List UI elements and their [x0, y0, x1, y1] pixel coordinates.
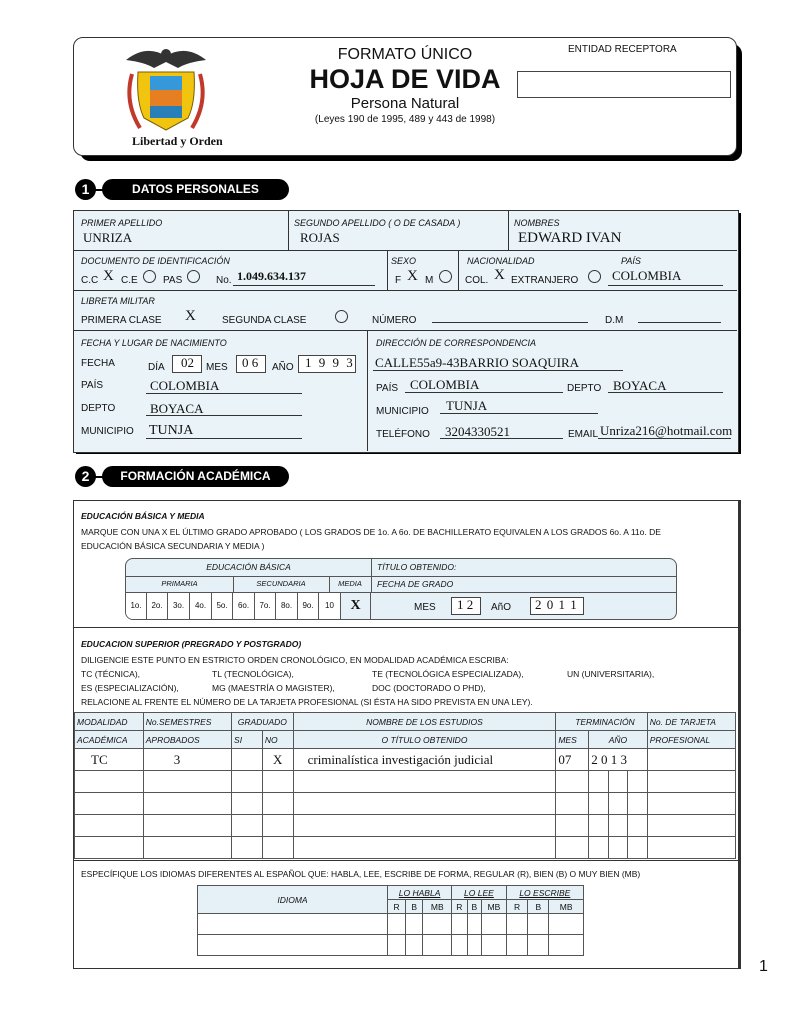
grade-cell-2[interactable]: 2o.	[147, 593, 168, 619]
habla-b: B	[406, 900, 423, 914]
primera-clase-label: PRIMERA CLASE	[81, 315, 162, 326]
dia-label: DÍA	[148, 362, 165, 373]
h-mes: MES	[556, 731, 589, 749]
superior-tl: TL (TECNOLÓGICA),	[212, 669, 294, 679]
h-modalidad: MODALIDAD	[75, 713, 144, 731]
superior-mg: MG (MAESTRÍA O MAGISTER),	[212, 683, 335, 693]
primaria-label: PRIMARIA	[126, 576, 234, 593]
basica-instructions: MARQUE CON UNA X EL ÚLTIMO GRADO APROBADO ( LOS GRADOS DE 1o. A 6o. DE BACHILLERATO EQUIVALEN A LOS GRADOS 6o. A 11o. DE EDUCACIÓN BÁSICA SECUNDARIA Y MEDIA )	[81, 527, 661, 551]
municipio-corr-value[interactable]: TUNJA	[446, 398, 488, 413]
telefono-value[interactable]: 3204330521	[445, 424, 510, 439]
basica-title: EDUCACIÓN BÁSICA Y MEDIA	[81, 511, 205, 521]
h-graduado: GRADUADO	[232, 713, 294, 731]
cc-label: C.C	[81, 275, 99, 286]
page-number: 1	[759, 958, 768, 975]
section-2-title: FORMACIÓN ACADÉMICA	[102, 466, 289, 487]
row1-nombre[interactable]: criminalística investigación judicial	[293, 749, 556, 771]
doc-number[interactable]: 1.049.634.137	[237, 269, 306, 283]
section-2-badge	[75, 466, 289, 487]
value-segundo-apellido[interactable]: ROJAS	[300, 230, 340, 245]
numero-label: NÚMERO	[372, 315, 417, 326]
dia-field[interactable]: 02	[172, 355, 202, 373]
lee-header: LO LEE	[452, 886, 507, 900]
grade-cell-6[interactable]: 6o.	[233, 593, 255, 619]
cc-mark[interactable]: X	[103, 268, 114, 284]
label-documento: DOCUMENTO DE IDENTIFICACIÓN	[81, 256, 230, 266]
educ-basica-label: EDUCACIÓN BÁSICA	[126, 559, 372, 577]
label-sexo: SEXO	[391, 256, 417, 266]
h-anio: AÑO	[589, 731, 648, 749]
superior-title: EDUCACION SUPERIOR (PREGRADO Y POSTGRADO)	[81, 639, 302, 649]
label-nombres: NOMBRES	[514, 218, 560, 228]
label-primer-apellido: PRIMER APELLIDO	[81, 218, 163, 228]
segunda-clase-radio[interactable]	[335, 310, 348, 323]
pas-radio[interactable]	[187, 270, 200, 283]
logo-motto: Libertad y Orden	[132, 134, 223, 148]
value-nombres[interactable]: EDWARD IVAN	[518, 230, 622, 246]
table-row	[75, 815, 736, 837]
col-mark[interactable]: X	[494, 267, 505, 283]
row1-mes[interactable]: 07	[556, 749, 589, 771]
lee-b: B	[467, 900, 482, 914]
entidad-field[interactable]	[517, 71, 731, 98]
label-segundo-apellido: SEGUNDO APELLIDO ( O DE CASADA )	[294, 218, 461, 228]
escribe-header: LO ESCRIBE	[506, 886, 583, 900]
depto-nac-value[interactable]: BOYACA	[150, 401, 204, 416]
grade-cell-7[interactable]: 7o.	[255, 593, 276, 619]
coat-of-arms-logo	[118, 42, 223, 152]
superior-es: ES (ESPECIALIZACIÓN),	[81, 683, 179, 693]
h-nosemestres: No.SEMESTRES	[143, 713, 231, 731]
anio-label: AÑO	[272, 362, 294, 373]
section-2-number: 2	[75, 466, 96, 487]
idiomas-instructions: ESPECÍFIQUE LOS IDIOMAS DIFERENTES AL ESPAÑOL QUE: HABLA, LEE, ESCRIBE DE FORMA, REGULAR (R), BIEN (B) O MUY BIEN (MB)	[81, 869, 641, 879]
row1-modalidad[interactable]: TC	[75, 749, 144, 771]
grade-cell-5[interactable]: 5o.	[212, 593, 233, 619]
label-direccion: DIRECCIÓN DE CORRESPONDENCIA	[376, 338, 537, 348]
direccion-value[interactable]: CALLE55a9-43BARRIO SOAQUIRA	[375, 355, 580, 370]
lee-mb: MB	[482, 900, 506, 914]
pais-nac-label: PAÍS	[81, 380, 104, 391]
superior-te: TE (TECNOLÓGICA ESPECIALIZADA),	[372, 669, 524, 679]
segunda-clase-label: SEGUNDA CLASE	[222, 315, 307, 326]
label-nacionalidad: NACIONALIDAD	[467, 256, 535, 266]
mes-field[interactable]: 0 6	[236, 355, 266, 373]
habla-mb: MB	[423, 900, 452, 914]
email-label: EMAIL	[568, 429, 599, 440]
escribe-r: R	[506, 900, 528, 914]
row1-tarjeta[interactable]	[647, 749, 735, 771]
h-si: SI	[232, 731, 263, 749]
table-row	[198, 914, 584, 935]
grade-cell-1[interactable]: 1o.	[126, 593, 147, 619]
m-radio[interactable]	[439, 270, 452, 283]
dm-label: D.M	[605, 315, 624, 326]
titulo-obtenido-label: TÍTULO OBTENIDO:	[377, 562, 457, 572]
superior-tc: TC (TÉCNICA),	[81, 669, 141, 679]
escribe-mb: MB	[549, 900, 584, 914]
depto-corr-value[interactable]: BOYACA	[613, 378, 667, 393]
grade-cell-10[interactable]: 10	[319, 593, 341, 619]
grade-cell-11[interactable]: X	[341, 593, 371, 619]
form-type: FORMATO ÚNICO	[337, 46, 473, 63]
h-terminacion: TERMINACIÓN	[556, 713, 647, 731]
section-1-number: 1	[75, 179, 96, 200]
mes-grado-field[interactable]: 1 2	[451, 597, 481, 615]
table-row	[75, 749, 736, 771]
h-tarjeta: No. DE TARJETA	[647, 713, 735, 731]
h-titulo: O TÍTULO OBTENIDO	[293, 731, 556, 749]
primera-clase-mark[interactable]: X	[185, 308, 196, 324]
label-libreta: LIBRETA MILITAR	[81, 296, 155, 306]
superior-doc: DOC (DOCTORADO O PHD),	[372, 683, 486, 693]
row1-si[interactable]	[232, 749, 263, 771]
telefono-label: TELÉFONO	[376, 429, 430, 440]
pas-label: PAS	[163, 275, 183, 286]
email-value[interactable]: Unriza216@hotmail.com	[600, 423, 733, 438]
row1-no[interactable]: X	[262, 749, 293, 771]
table-row	[198, 935, 584, 956]
grade-cell-8[interactable]: 8o.	[276, 593, 298, 619]
basica-grid	[125, 558, 677, 620]
extranjero-label: EXTRANJERO	[511, 275, 579, 286]
depto-nac-label: DEPTO	[81, 403, 116, 414]
municipio-nac-label: MUNICIPIO	[81, 426, 134, 437]
value-primer-apellido[interactable]: UNRIZA	[83, 230, 133, 245]
superior-line1: DILIGENCIE ESTE PUNTO EN ESTRICTO ORDEN CRONOLÓGICO, EN MODALIDAD ACADÉMICA ESCRIBA:	[81, 655, 509, 665]
extranjero-radio[interactable]	[588, 270, 601, 283]
f-mark[interactable]: X	[407, 268, 418, 284]
row1-semestres[interactable]: 3	[143, 749, 231, 771]
idioma-header: IDIOMA	[198, 886, 388, 914]
grade-cell-4[interactable]: 4o.	[190, 593, 212, 619]
fecha-grado-label: FECHA DE GRADO	[377, 579, 454, 589]
no-label: No.	[216, 275, 232, 286]
anio-grado-label: AñO	[491, 602, 512, 613]
grade-cell-9[interactable]: 9o.	[298, 593, 319, 619]
value-pais[interactable]: COLOMBIA	[612, 268, 682, 283]
f-label: F	[395, 275, 402, 286]
entidad-label: ENTIDAD RECEPTORA	[568, 44, 677, 55]
superior-line3: RELACIONE AL FRENTE EL NÚMERO DE LA TARJETA PROFESIONAL (SI ÉSTA HA SIDO PREVISTA EN UNA LEY).	[81, 697, 533, 707]
section-1-title: DATOS PERSONALES	[102, 179, 289, 200]
municipio-nac-value[interactable]: TUNJA	[149, 423, 194, 438]
page-subtitle: Persona Natural	[350, 95, 460, 112]
superior-un: UN (UNIVERSITARIA),	[567, 669, 655, 679]
mes-label: MES	[206, 362, 228, 373]
grade-cell-3[interactable]: 3o.	[168, 593, 190, 619]
laws-note: (Leyes 190 de 1995, 489 y 443 de 1998)	[314, 114, 496, 125]
h-aprobados: APROBADOS	[143, 731, 231, 749]
habla-r: R	[388, 900, 406, 914]
lee-r: R	[452, 900, 467, 914]
pais-corr-label: PAÍS	[376, 383, 399, 394]
superior-table	[74, 712, 736, 859]
h-profesional: PROFESIONAL	[647, 731, 735, 749]
fecha-label: FECHA	[81, 358, 115, 369]
municipio-corr-label: MUNICIPIO	[376, 406, 429, 417]
h-no: NO	[262, 731, 293, 749]
col-label: COL.	[465, 275, 489, 286]
table-row	[75, 837, 736, 859]
label-pais: PAÍS	[621, 256, 641, 266]
anio-grado-field[interactable]: 2 0 1 1	[530, 597, 584, 615]
table-row	[75, 793, 736, 815]
m-label: M	[425, 275, 434, 286]
media-label: MEDIA	[329, 576, 372, 593]
idiomas-table	[197, 885, 584, 956]
page-title: HOJA DE VIDA	[309, 64, 501, 94]
mes-grado-label: MES	[414, 602, 436, 613]
h-nombre: NOMBRE DE LOS ESTUDIOS	[293, 713, 556, 731]
pais-corr-value[interactable]: COLOMBIA	[410, 377, 480, 392]
habla-header: LO HABLA	[388, 886, 452, 900]
secundaria-label: SECUNDARIA	[233, 576, 330, 593]
row1-anio[interactable]: 2 0 1 3	[589, 749, 648, 771]
row-names	[73, 210, 737, 251]
h-academica: ACADÉMICA	[75, 731, 144, 749]
label-fecha-lugar: FECHA Y LUGAR DE NACIMIENTO	[81, 338, 227, 348]
ce-label: C.E	[121, 275, 138, 286]
anio-field[interactable]: 1 9 9 3	[298, 355, 356, 373]
escribe-b: B	[528, 900, 549, 914]
ce-radio[interactable]	[143, 270, 156, 283]
table-row	[75, 771, 736, 793]
depto-corr-label: DEPTO	[567, 383, 602, 394]
pais-nac-value[interactable]: COLOMBIA	[150, 378, 220, 393]
section-1-badge	[75, 179, 289, 200]
